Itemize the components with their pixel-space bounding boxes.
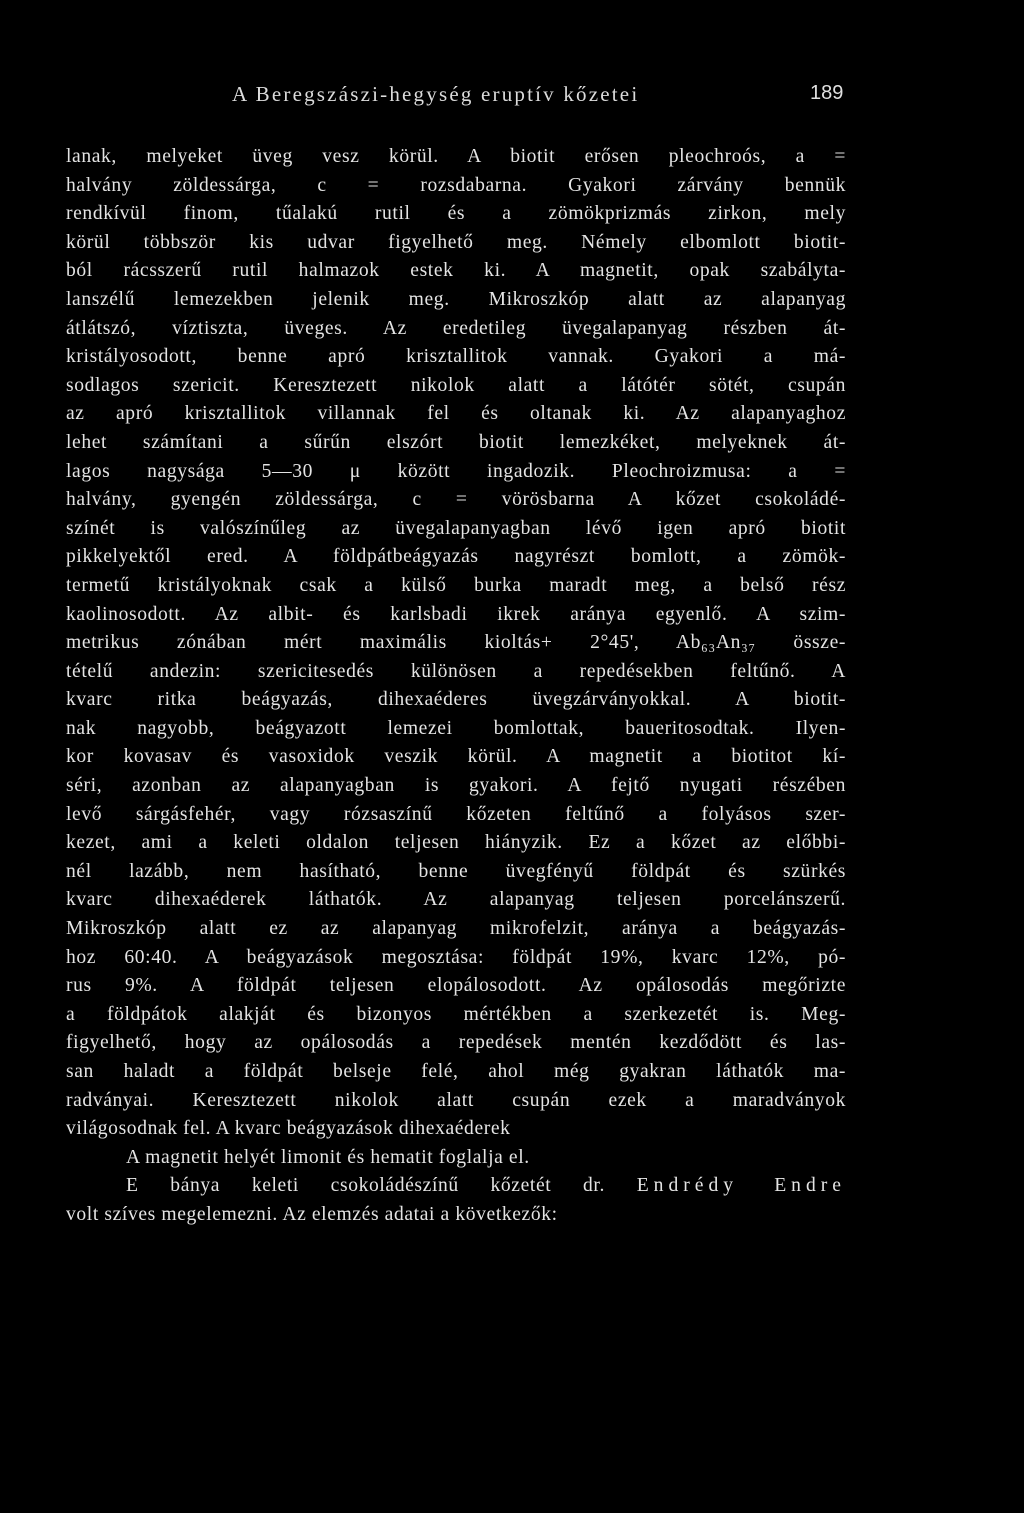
text-line: A magnetit helyét limonit és hematit foglalja el. xyxy=(126,1146,530,1168)
text-fragment: E bánya keleti csokoládészínű kőzetét dr. xyxy=(126,1175,605,1197)
text-line: nél lazább, nem hasítható, benne üvegfényű földpát és szürkés xyxy=(66,860,846,882)
text-line: kezet, ami a keleti oldalon teljesen hiányzik. Ez a kőzet az előbbi- xyxy=(66,832,846,854)
text-line: rus 9%. A földpát teljesen elopálosodott. Az opálosodás megőrizte xyxy=(66,975,846,997)
text-line: a földpátok alakját és bizonyos mértékben a szerkezetét is. Meg- xyxy=(66,1003,846,1025)
text-line: volt szíves megelemezni. Az elemzés adatai a következők: xyxy=(66,1203,558,1225)
text-line: nak nagyobb, beágyazott lemezei bomlottak, baueritosodtak. Ilyen- xyxy=(66,717,846,739)
text-line: lanak, melyeket üveg vesz körül. A biotit erősen pleochroós, a = xyxy=(66,146,846,167)
text-line: sodlagos szericit. Keresztezett nikolok alatt a látótér sötét, csupán xyxy=(66,374,846,396)
text-line: átlátszó, víztiszta, üveges. Az eredetileg üvegalapanyag részben át- xyxy=(66,317,846,339)
running-header xyxy=(0,82,1024,112)
text-line: körül többször kis udvar figyelhető meg. Némely elbomlott biotit- xyxy=(66,231,846,253)
text-line: termetű kristályoknak csak a külső burka maradt meg, a belső rész xyxy=(66,574,846,596)
text-line: figyelhető, hogy az opálosodás a repedések mentén kezdődött és las- xyxy=(66,1032,846,1054)
text-line: hoz 60:40. A beágyazások megosztása: földpát 19%, kvarc 12%, pó- xyxy=(66,946,846,968)
text-line: radványai. Keresztezett nikolok alatt csupán ezek a maradványok xyxy=(66,1089,846,1111)
text-line: lehet számítani a sűrűn elszórt biotit lemezkéket, melyeknek át- xyxy=(66,431,846,453)
text-line: világosodnak fel. A kvarc beágyazások dihexaéderek xyxy=(66,1118,511,1140)
text-line: ból rácsszerű rutil halmazok estek ki. A magnetit, opak szabályta- xyxy=(66,260,846,282)
page-number: 189 xyxy=(810,82,844,104)
text-line: kristályosodott, benne apró krisztallitok vannak. Gyakori a má- xyxy=(66,346,846,368)
text-line: lanszélű lemezekben jelenik meg. Mikroszkóp alatt az alapanyag xyxy=(66,288,846,310)
text-line: levő sárgásfehér, vagy rózsaszínű kőzeten feltűnő a folyásos szer- xyxy=(66,803,846,825)
text-line: kaolinosodott. Az albit- és karlsbadi ikrek aránya egyenlő. A szim- xyxy=(66,603,846,625)
text-line: kvarc dihexaéderek láthatók. Az alapanyag teljesen porcelánszerű. xyxy=(66,889,846,911)
text-line: san haladt a földpát belseje felé, ahol még gyakran láthatók ma- xyxy=(66,1061,846,1082)
text-line: séri, azonban az alapanyagban is gyakori. A fejtő nyugati részében xyxy=(66,775,846,797)
text-line: az apró krisztallitok villannak fel és oltanak ki. Az alapanyaghoz xyxy=(66,403,846,425)
text-line: rendkívül finom, tűalakú rutil és a zömökprizmás zirkon, mely xyxy=(66,203,846,225)
text-line: halvány zöldessárga, c = rozsdabarna. Gyakori zárvány bennük xyxy=(66,174,846,196)
text-line: metrikus zónában mért maximális kioltás+ 2°45', Ab₆₃An₃₇ össze- xyxy=(66,632,846,654)
text-line: halvány, gyengén zöldessárga, c = vörösbarna A kőzet csokoládé- xyxy=(66,489,846,511)
running-title: A Beregszászi-hegység eruptív kőzetei xyxy=(232,82,640,106)
text-line-with-author xyxy=(66,1172,846,1201)
text-line: kor kovasav és vasoxidok veszik körül. A magnetit a biotitot kí- xyxy=(66,746,846,768)
author-name: Endrédy Endre xyxy=(636,1175,846,1197)
body-text xyxy=(66,143,846,1230)
text-line: Mikroszkóp alatt ez az alapanyag mikrofelzit, aránya a beágyazás- xyxy=(66,918,846,940)
text-line: színét is valószínűleg az üvegalapanyagban lévő igen apró biotit xyxy=(66,517,846,539)
text-line: tételű andezin: szericitesedés különösen a repedésekben feltűnő. A xyxy=(66,660,846,682)
text-line: lagos nagysága 5—30 μ között ingadozik. Pleochroizmusa: a = xyxy=(66,460,846,482)
text-line: pikkelyektől ered. A földpátbeágyazás nagyrészt bomlott, a zömök- xyxy=(66,546,846,568)
text-line: kvarc ritka beágyazás, dihexaéderes üvegzárványokkal. A biotit- xyxy=(66,689,846,711)
